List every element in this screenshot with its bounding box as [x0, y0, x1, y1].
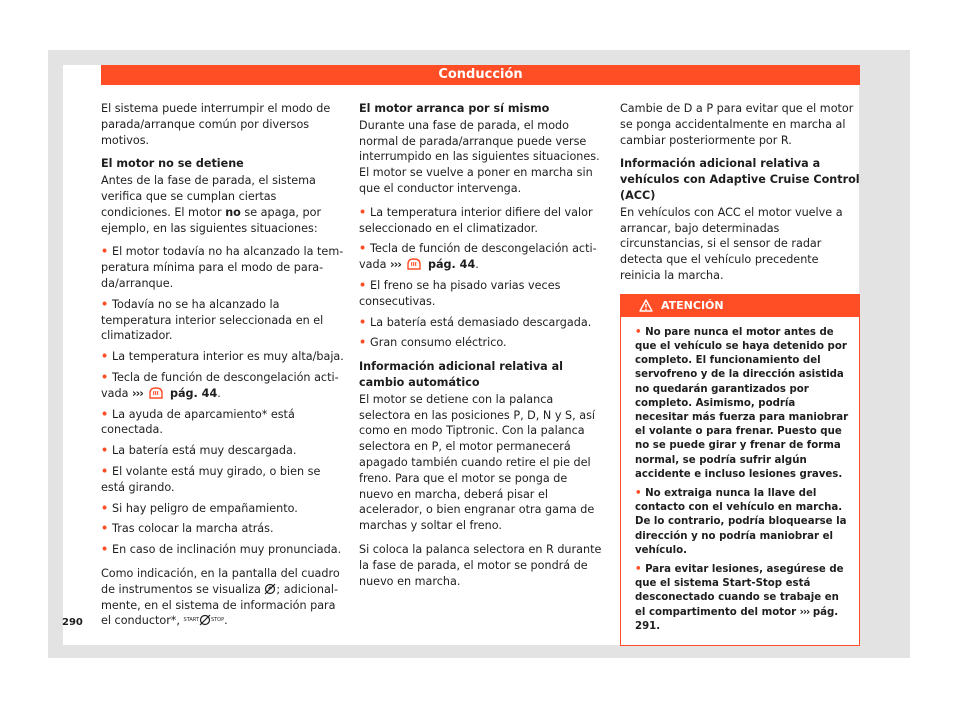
warning-icon	[639, 299, 653, 312]
defrost-icon	[148, 387, 164, 399]
warning-item: • No pare nunca el motor antes de que el vehículo se haya detenido por completo. El funcionamiento del servofreno y de la dirección asistida no quedarán garantizados por completo. Asimismo, podría necesitar más fuerza para maniobrar el volante o para frenar. Puesto que no se puede girar y frenar de forma normal, se podría sufrir algún accidente e incluso lesiones graves.	[635, 326, 849, 480]
gear-change-text: Cambie de D a P para evitar que el motor se ponga accidentalmente en marcha al cambiar posteriormente por R.	[620, 102, 854, 147]
section-header: Conducción	[101, 65, 860, 85]
column-1	[101, 101, 345, 637]
list-item: • La temperatura interior difiere del valor seleccionado en el climatizador.	[359, 205, 593, 235]
page-link[interactable]: pág. 44	[169, 386, 218, 400]
list-item: • La temperatura interior es muy alta/baja.	[101, 350, 344, 364]
warning-box	[620, 294, 860, 646]
page-link[interactable]: pág. 291	[635, 606, 839, 632]
heading-engine-restarts: El motor arranca por sí mismo	[359, 102, 550, 115]
warning-title: ATENCIÓN	[661, 298, 724, 312]
defrost-icon	[406, 258, 422, 270]
list-item: • El motor todavía no ha alcanzado la temperatura mínima para el modo de parada/arranque.	[101, 245, 344, 290]
conditions-text: Antes de la fase de parada, el sistema verifica que se cumplan ciertas condiciones. El motor no se apaga, por ejemplo, en las siguientes situaciones:	[101, 174, 322, 235]
closing-text: Como indicación, en la pantalla del cuadro de instrumentos se visualiza ; adicionalmente, en el sistema de información para el conductor*, $^{START}$ $^{STOP}$.	[101, 566, 340, 628]
acc-text: En vehículos con ACC el motor vuelve a arrancar, bajo determinadas circunstancias, si el sensor de radar detecta que el vehículo precedente reinicia la marcha.	[620, 205, 843, 282]
page-link[interactable]: pág. 44	[427, 258, 476, 272]
list-item: • La batería está muy descargada.	[101, 444, 297, 458]
list-item: • La batería está demasiado descargada.	[359, 315, 592, 329]
list-item: • Tras colocar la marcha atrás.	[101, 522, 274, 536]
restart-text: Durante una fase de parada, el modo normal de parada/arranque puede verse interrumpido en las siguientes situaciones. El motor se vuelve a poner en marcha sin que el conductor intervenga.	[359, 118, 600, 195]
intro-text: El sistema puede interrumpir el modo de parada/arranque común por diversos motivos.	[101, 102, 331, 147]
warning-item: • No extraiga nunca la llave del contacto con el vehículo en marcha. De lo contrario, podría bloquearse la dirección y no podría maniobrar el vehículo.	[635, 488, 847, 556]
reverse-text: Si coloca la palanca selectora en R durante la fase de parada, el motor se pondrá de nuevo en marcha.	[359, 542, 602, 588]
start-stop-icon	[264, 583, 276, 595]
list-item: • Si hay peligro de empañamiento.	[101, 501, 298, 515]
list-item: • El freno se ha pisado varias veces consecutivas.	[359, 278, 561, 308]
start-stop-icon	[199, 614, 211, 626]
list-item: • En caso de inclinación muy pronunciada.	[101, 543, 342, 557]
list-item: • Tecla de función de descongelación activada ››› pág. 44.	[359, 242, 597, 272]
column-2	[359, 101, 602, 597]
heading-acc: Información adicional relativa a vehículos con Adaptive Cruise Control (ACC)	[620, 157, 860, 202]
heading-automatic-gearbox: Información adicional relativa al cambio automático	[359, 360, 563, 389]
warning-body	[621, 317, 859, 645]
list-item: • La ayuda de aparcamiento* está conectada.	[101, 407, 295, 437]
page-number: 290	[62, 617, 83, 628]
list-item: • El volante está muy girado, o bien se está girando.	[101, 464, 321, 494]
warning-item: • Para evitar lesiones, asegúrese de que el sistema Start-Stop está desconectado cuando se trabaje en el compartimento del motor ››› pág. 291.	[635, 564, 844, 632]
list-item: • Todavía no se ha alcanzado la temperatura interior seleccionada en el climatizador.	[101, 297, 324, 343]
list-item: • Tecla de función de descongelación activada ››› pág. 44.	[101, 370, 339, 400]
heading-engine-not-stopping: El motor no se detiene	[101, 157, 244, 171]
gearbox-text: El motor se detiene con la palanca selectora en las posiciones P, D, N y S, así como en modo Tiptronic. Con la palanca selectora en P, el motor permanecerá apagado también cuando retire el pie del freno. Para que el motor se ponga de nuevo en marcha, deberá pisar el acelerador, o bien engranar otra gama de marchas y soltar el freno.	[359, 392, 596, 533]
warning-header	[621, 295, 859, 317]
list-item: • Gran consumo eléctrico.	[359, 336, 507, 350]
column-3	[620, 101, 860, 646]
